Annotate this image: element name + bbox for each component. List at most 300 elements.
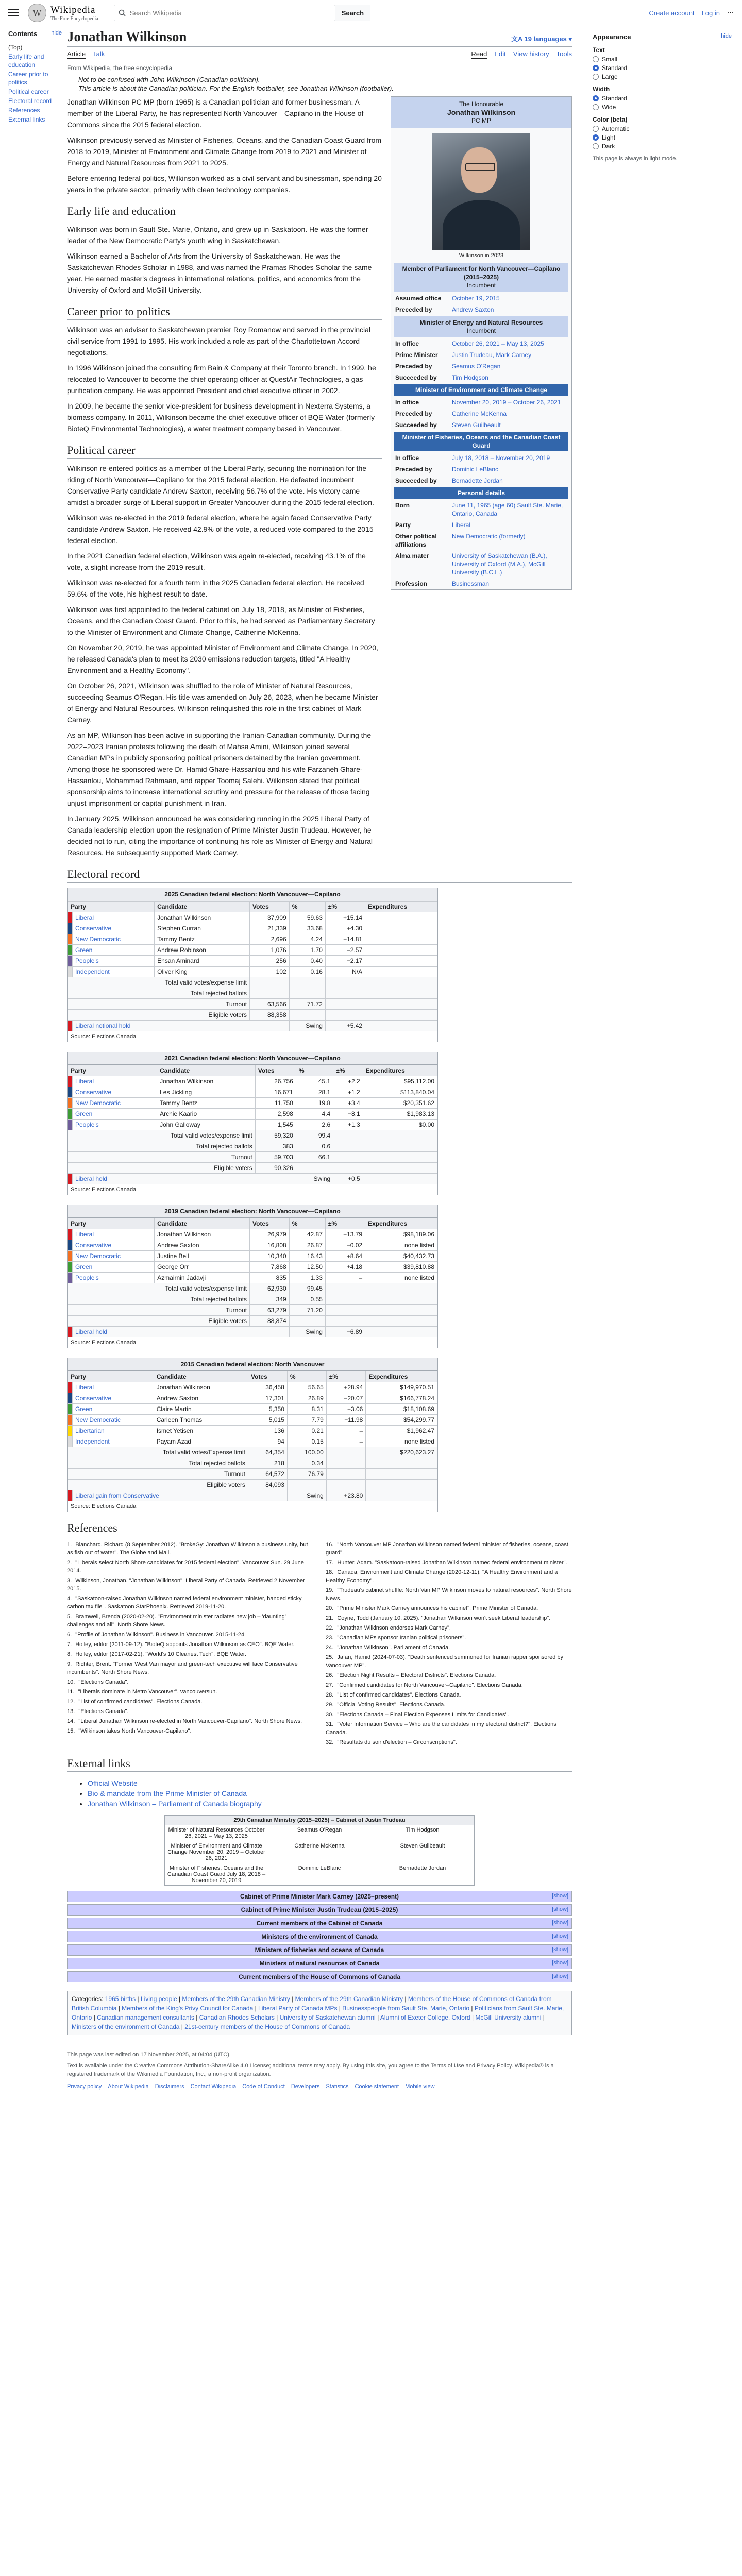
infobox: [391, 96, 572, 590]
vote-percent: 45.1: [296, 1076, 333, 1087]
reference-number: 18.: [326, 1569, 335, 1575]
cabinet-cell[interactable]: Tim Hodgson: [371, 1825, 474, 1841]
appearance-option[interactable]: [593, 143, 732, 150]
table-row: [68, 1262, 437, 1273]
party-color-swatch: [68, 1262, 73, 1273]
infobox-row-label: In office: [395, 454, 419, 462]
navbox: [67, 1891, 572, 1902]
infobox-row-value: Bernadette Jordan: [452, 477, 503, 484]
vote-percent: 19.8: [296, 1098, 333, 1109]
totals-blank: [325, 1010, 365, 1021]
category-link[interactable]: McGill University alumni: [475, 2014, 542, 2021]
candidate-name: Tammy Bentz: [157, 1098, 256, 1109]
infobox-row-value: Liberal: [452, 521, 471, 529]
tab-edit[interactable]: Edit: [494, 50, 506, 58]
infobox-row-value: New Democratic (formerly): [452, 533, 526, 540]
paragraph: On October 26, 2021, Wilkinson was shuffled to the role of Minister of Natural Resources, succeeding Seamus O'Regan. His title was amended on July 26, 2023, when he became Minister of Energy and Natural Resources. Wilkinson relinquished this role in the first cabinet of Mark Carney.: [67, 682, 378, 724]
party-name[interactable]: New Democratic: [73, 1415, 154, 1426]
reference-number: 4.: [67, 1596, 74, 1602]
totals-row: [68, 1480, 437, 1490]
wikipedia-wordmark[interactable]: [50, 5, 98, 22]
tab-talk[interactable]: Talk: [93, 50, 105, 58]
navbox-show-toggle[interactable]: [show]: [552, 1960, 568, 1966]
party-name[interactable]: Conservative: [73, 1087, 157, 1098]
external-link[interactable]: Jonathan Wilkinson – Parliament of Canada biography: [88, 1800, 262, 1808]
party-name[interactable]: Conservative: [73, 1393, 154, 1404]
totals-blank: [326, 1480, 366, 1490]
category-link[interactable]: Canadian Rhodes Scholars: [199, 2014, 275, 2021]
infobox-postnominals: PC MP: [471, 117, 491, 124]
navbox-header: [68, 1918, 571, 1928]
result-row: [68, 1174, 437, 1184]
reference-text: "Confirmed candidates for North Vancouver–Capilano". Elections Canada.: [337, 1682, 523, 1688]
totals-label: Turnout: [68, 1152, 256, 1163]
external-link[interactable]: Official Website: [88, 1779, 138, 1787]
reference-text: "List of confirmed candidates". Elections Canada.: [337, 1692, 461, 1698]
party-color-swatch: [68, 945, 73, 956]
reference-item: [67, 1540, 313, 1557]
toc-hide-button[interactable]: hide: [51, 30, 62, 36]
expenditure: $39,810.88: [365, 1262, 437, 1273]
toc-item[interactable]: Electoral record: [8, 97, 52, 105]
user-link-create-account[interactable]: Create account: [649, 9, 695, 17]
totals-expense: [365, 988, 437, 999]
toc-item[interactable]: (Top): [8, 44, 23, 51]
portrait-photo[interactable]: [432, 133, 530, 250]
navbox-title[interactable]: Cabinet of Prime Minister Mark Carney (2025–present): [240, 1893, 399, 1900]
navbox-title[interactable]: Cabinet of Prime Minister Justin Trudeau (2015–2025): [241, 1906, 398, 1913]
totals-blank: [333, 1163, 363, 1174]
cabinet-cell[interactable]: Dominic LeBlanc: [268, 1863, 371, 1885]
reference-text: "North Vancouver MP Jonathan Wilkinson named federal minister of fisheries, oceans, coast guard".: [326, 1541, 568, 1556]
totals-label: Eligible voters: [68, 1010, 250, 1021]
totals-expense: [363, 1152, 437, 1163]
search-icon: [119, 9, 126, 16]
appearance-option-label: Standard: [602, 95, 627, 102]
infobox-row-value: Andrew Saxton: [452, 306, 494, 313]
toc-item[interactable]: References: [8, 107, 40, 114]
totals-votes: 59,703: [255, 1152, 296, 1163]
party-color-swatch: [68, 1415, 73, 1426]
totals-expense: [365, 977, 437, 988]
party-name[interactable]: Liberal: [73, 1076, 157, 1087]
footer-link[interactable]: Privacy policy: [67, 2083, 102, 2090]
category-link[interactable]: Ministers of the environment of Canada: [72, 2023, 180, 2030]
election-caption[interactable]: 2015 Canadian federal election: North Vancouver: [68, 1358, 437, 1371]
candidate-name: Ismet Yetisen: [154, 1426, 248, 1436]
reference-text: "Liberal Jonathan Wilkinson re-elected in North Vancouver-Capilano". North Shore News.: [78, 1718, 302, 1724]
infobox-row: [391, 550, 571, 578]
office-title[interactable]: Member of Parliament for North Vancouver—Capilano (2015–2025): [402, 265, 561, 281]
vote-change: −2.57: [325, 945, 365, 956]
totals-label: Total rejected ballots: [68, 1141, 256, 1152]
election-caption[interactable]: 2021 Canadian federal election: North Vancouver—Capilano: [68, 1052, 437, 1065]
vote-change: −13.79: [325, 1229, 365, 1240]
swing-value: +5.42: [325, 1021, 365, 1031]
toc-item[interactable]: Political career: [8, 88, 49, 95]
totals-expense: [363, 1141, 437, 1152]
section-heading-political: Political career: [67, 444, 382, 459]
candidate-name: Jonathan Wilkinson: [155, 1229, 250, 1240]
vote-count: 16,671: [255, 1087, 296, 1098]
result-label[interactable]: Liberal hold: [73, 1327, 290, 1337]
user-links: [649, 9, 734, 17]
reference-number: 27.: [326, 1682, 335, 1688]
party-name[interactable]: Green: [73, 1404, 154, 1415]
reference-item: [326, 1634, 572, 1642]
vote-change: −8.1: [333, 1109, 363, 1120]
category-link[interactable]: Alumni of Exeter College, Oxford: [380, 2014, 470, 2021]
table-row: [68, 1109, 437, 1120]
totals-percent: 71.72: [289, 999, 325, 1010]
vote-change: N/A: [325, 967, 365, 977]
tab-view-history[interactable]: View history: [513, 50, 549, 58]
candidate-name: Payam Azad: [154, 1436, 248, 1447]
appearance-group: [593, 46, 732, 80]
reference-item: [67, 1717, 313, 1725]
infobox-row: [391, 452, 571, 464]
vote-percent: 16.43: [289, 1251, 325, 1262]
category-link[interactable]: Members of the 29th Canadian Ministry: [182, 1995, 290, 2003]
infobox-row-value: Justin Trudeau, Mark Carney: [452, 351, 532, 359]
table-row: [68, 945, 437, 956]
radio-button[interactable]: [593, 74, 599, 80]
paragraph: Wilkinson re-entered politics as a member of the Liberal Party, securing the nomination for the riding of North Vancouver—Capilano for the 2015 federal election. He defeated incumbent Conservative Party candidate Andrew Saxton, receiving 56.7% of the vote. His victory came amidst a broader surge of Liberal support in Greater Vancouver during the 2015 federal election.: [67, 464, 374, 506]
reference-number: 28.: [326, 1692, 335, 1698]
footer-link[interactable]: Contact Wikipedia: [190, 2083, 237, 2090]
swing-label[interactable]: Swing: [289, 1327, 325, 1337]
reference-item: [67, 1631, 313, 1639]
totals-label: Total valid votes/expense limit: [68, 1283, 250, 1294]
reference-text: Coyne, Todd (January 10, 2025). "Jonathan Wilkinson won't seek Liberal leadership".: [337, 1615, 551, 1621]
reference-text: "Trudeau's cabinet shuffle: North Van MP Wilkinson moves to natural resources". North Shore News.: [326, 1587, 572, 1602]
category-link[interactable]: Liberal Party of Canada MPs: [258, 2005, 338, 2012]
wikipedia-globe-logo[interactable]: W: [28, 4, 46, 22]
vote-count: 37,909: [250, 912, 290, 923]
totals-blank: [325, 1283, 365, 1294]
party-color-swatch: [68, 1251, 73, 1262]
party-name[interactable]: Independent: [73, 967, 155, 977]
hatnote: Not to be confused with John Wilkinson (Canadian politician).: [78, 76, 260, 83]
footer-link[interactable]: About Wikipedia: [108, 2083, 149, 2090]
radio-button[interactable]: [593, 104, 599, 110]
totals-expense: [366, 1458, 437, 1469]
vote-count: 256: [250, 956, 290, 967]
tab-tools[interactable]: Tools: [556, 50, 572, 58]
more-options-icon[interactable]: ⋯: [727, 9, 734, 16]
table-header: Party: [68, 902, 155, 912]
tab-read[interactable]: Read: [471, 50, 487, 58]
table-header: ±%: [326, 1371, 366, 1382]
totals-expense: [363, 1163, 437, 1174]
swing-value: −6.89: [325, 1327, 365, 1337]
totals-blank: [326, 1447, 366, 1458]
reference-number: 12.: [67, 1699, 77, 1705]
infobox-row-label: Preceded by: [395, 466, 432, 473]
cabinet-cell[interactable]: Catherine McKenna: [268, 1841, 371, 1863]
paragraph: In the 2021 Canadian federal election, Wilkinson was again re-elected, receiving 43.1% of the vote, a slight increase from the 2019 result.: [67, 552, 366, 571]
expenditure: $95,112.00: [363, 1076, 437, 1087]
totals-row: [68, 999, 437, 1010]
navbox-show-toggle[interactable]: [show]: [552, 1946, 568, 1953]
appearance-option[interactable]: [593, 134, 732, 141]
election-results-table: [67, 1205, 438, 1348]
totals-votes: 88,874: [250, 1316, 290, 1327]
swing-label[interactable]: Swing: [289, 1021, 325, 1031]
result-label[interactable]: Liberal notional hold: [73, 1021, 290, 1031]
appearance-option-label: Dark: [602, 143, 615, 150]
reference-item: [67, 1660, 313, 1676]
appearance-panel: [582, 26, 732, 2091]
infobox-row-value: October 26, 2021 – May 13, 2025: [452, 340, 544, 347]
table-source: Source: Elections Canada: [71, 1503, 137, 1510]
radio-button[interactable]: [593, 134, 599, 141]
vote-change: +15.14: [325, 912, 365, 923]
reference-item: [67, 1678, 313, 1686]
toc-item[interactable]: Early life and education: [8, 53, 44, 69]
navbox-title[interactable]: Ministers of natural resources of Canada: [259, 1960, 380, 1967]
external-link-item: [88, 1789, 572, 1798]
infobox-row: [391, 293, 571, 304]
party-name[interactable]: New Democratic: [73, 934, 155, 945]
footer-link[interactable]: Code of Conduct: [242, 2083, 285, 2090]
cabinet-cell: Minister of Natural Resources October 26, 2021 – May 13, 2025: [165, 1825, 268, 1841]
election-caption[interactable]: 2019 Canadian federal election: North Vancouver—Capilano: [68, 1205, 437, 1218]
result-blank: [365, 1021, 437, 1031]
tab-article[interactable]: Article: [67, 50, 86, 58]
footer-link[interactable]: Developers: [291, 2083, 320, 2090]
category-link[interactable]: Members of the King's Privy Council for Canada: [122, 2005, 254, 2012]
party-name[interactable]: Green: [73, 945, 155, 956]
vote-percent: 0.15: [287, 1436, 326, 1447]
vote-percent: 26.87: [289, 1240, 325, 1251]
reference-number: 15.: [67, 1728, 77, 1734]
party-name[interactable]: Liberal: [73, 1382, 154, 1393]
swing-label[interactable]: Swing: [287, 1490, 326, 1501]
vote-count: 1,545: [255, 1120, 296, 1130]
totals-percent: [289, 977, 325, 988]
footer-link[interactable]: Mobile view: [405, 2083, 435, 2090]
infobox-row-value: Tim Hodgson: [452, 374, 488, 381]
party-name[interactable]: People's: [73, 956, 155, 967]
appearance-group-heading: Width: [593, 86, 610, 93]
office-status: Incumbent: [466, 282, 496, 289]
party-name[interactable]: People's: [73, 1120, 157, 1130]
totals-percent: 66.1: [296, 1152, 333, 1163]
page-footer: [67, 2050, 572, 2091]
category-link[interactable]: 21st-century members of the House of Commons of Canada: [184, 2023, 350, 2030]
expenditure: $54,299.77: [366, 1415, 437, 1426]
party-name[interactable]: Independent: [73, 1436, 154, 1447]
reference-item: [326, 1720, 572, 1737]
cabinet-cell[interactable]: Steven Guilbeault: [371, 1841, 474, 1863]
paragraph: As an MP, Wilkinson has been active in supporting the Iranian-Canadian community. During the 2022–2023 Iranian protests following the death of Mahsa Amini, Wilkinson joined several Canadian MPs in publicly sponsoring political prisoners detained by the Iranian government. Among those he sponsored were Dr. Hamid Ghare-Hassanlou and his wife Farzaneh Ghare-Hassanlou, Mohammad Rahmaan, and rapper Toomaj Salehi. Wilkinson stated that political sponsorship aims to increase international scrutiny and pressure for the release of those facing unjust imprisonment or capital punishment in Iran.: [67, 731, 372, 807]
section-heading-external: External links: [67, 1757, 572, 1772]
user-link-log-in[interactable]: Log in: [701, 9, 720, 17]
totals-expense: [365, 999, 437, 1010]
cabinet-cell[interactable]: Bernadette Jordan: [371, 1863, 474, 1885]
party-name[interactable]: New Democratic: [73, 1251, 155, 1262]
footer-link[interactable]: Disclaimers: [155, 2083, 184, 2090]
category-link[interactable]: Politicians from Sault Ste. Marie, Ontario: [72, 2005, 564, 2021]
reference-text: "Saskatoon-raised Jonathan Wilkinson named federal environment minister, handed sticky carbon tax file". Saskatoon StarPhoenix. Retrieved 2019-11-20.: [67, 1596, 302, 1610]
navbox-show-toggle[interactable]: [show]: [552, 1933, 568, 1939]
navbox-show-toggle[interactable]: [show]: [552, 1973, 568, 1979]
reference-number: 2.: [67, 1560, 74, 1566]
reference-item: [326, 1701, 572, 1709]
party-name[interactable]: Conservative: [73, 923, 155, 934]
expenditure: $1,983.13: [363, 1109, 437, 1120]
radio-button[interactable]: [593, 56, 599, 62]
reference-text: Richter, Brent. "Former West Van mayor and green-tech executive will face Conservative incumbents". North Shore News.: [67, 1661, 298, 1675]
expenditure: $98,189.06: [365, 1229, 437, 1240]
infobox-section-ribbon: Minister of Environment and Climate Change: [394, 384, 568, 396]
paragraph: On November 20, 2019, he was appointed Minister of Environment and Climate Change. In 2020, he released Canada's plan to meet its 2030 emissions reduction targets, titled "A Healthy Environment and a Healthy Economy".: [67, 643, 378, 674]
reference-text: "Jonathan Wilkinson". Parliament of Canada.: [337, 1645, 450, 1651]
navbox-show-toggle[interactable]: [show]: [552, 1920, 568, 1926]
table-row: [68, 1087, 437, 1098]
infobox-row: [391, 464, 571, 475]
radio-button[interactable]: [593, 95, 599, 101]
reference-number: 14.: [67, 1718, 77, 1724]
party-name[interactable]: Liberal: [73, 1229, 155, 1240]
totals-row: [68, 1294, 437, 1305]
search-input[interactable]: [129, 9, 331, 18]
vote-percent: 42.87: [289, 1229, 325, 1240]
paragraph: Before entering federal politics, Wilkinson worked as a civil servant and businessman, spending 20 years in the private sector, primarily with clean technology companies.: [67, 174, 382, 194]
party-name[interactable]: Green: [73, 1109, 157, 1120]
reference-number: 24.: [326, 1645, 335, 1651]
office-title[interactable]: Minister of Energy and Natural Resources: [419, 319, 543, 326]
search-box[interactable]: [114, 5, 335, 21]
vote-count: 2,696: [250, 934, 290, 945]
reference-number: 23.: [326, 1635, 335, 1641]
party-name[interactable]: People's: [73, 1273, 155, 1283]
infobox-row-label: Preceded by: [395, 410, 432, 417]
reference-item: [326, 1671, 572, 1680]
appearance-header: [593, 33, 732, 43]
language-selector[interactable]: [511, 33, 572, 43]
external-link-item: [88, 1779, 572, 1787]
toc-item[interactable]: External links: [8, 116, 45, 123]
table-row: [68, 1404, 437, 1415]
cabinet-cell[interactable]: Seamus O'Regan: [268, 1825, 371, 1841]
swing-label[interactable]: Swing: [296, 1174, 333, 1184]
party-name[interactable]: Conservative: [73, 1240, 155, 1251]
expenditure: [365, 945, 437, 956]
party-color-swatch: [68, 1490, 73, 1501]
radio-button[interactable]: [593, 65, 599, 71]
party-name[interactable]: Green: [73, 1262, 155, 1273]
appearance-option[interactable]: [593, 73, 732, 80]
table-header: ±%: [325, 902, 365, 912]
table-source: Source: Elections Canada: [71, 1187, 137, 1193]
infobox-row-label: Preceded by: [395, 306, 432, 313]
navbox-title[interactable]: Current members of the House of Commons of Canada: [238, 1973, 401, 1980]
reference-item: [326, 1681, 572, 1689]
appearance-option[interactable]: [593, 56, 732, 63]
navbox-title[interactable]: Ministers of the environment of Canada: [261, 1933, 378, 1940]
reference-number: 6.: [67, 1632, 74, 1638]
category-link[interactable]: University of Saskatchewan alumni: [279, 2014, 376, 2021]
reference-number: 21.: [326, 1615, 335, 1621]
vote-count: 1,076: [250, 945, 290, 956]
table-row: [68, 1393, 437, 1404]
categories-label[interactable]: Categories:: [72, 1995, 104, 2003]
totals-votes: 349: [250, 1294, 290, 1305]
category-link[interactable]: Canadian management consultants: [97, 2014, 194, 2021]
appearance-option[interactable]: [593, 64, 732, 72]
radio-button[interactable]: [593, 143, 599, 149]
reference-item: [67, 1698, 313, 1706]
navbox-title[interactable]: Current members of the Cabinet of Canada: [256, 1920, 383, 1927]
infobox-row: [391, 531, 571, 550]
appearance-option[interactable]: [593, 125, 732, 132]
table-header: Party: [68, 1371, 154, 1382]
radio-button[interactable]: [593, 126, 599, 132]
table-header: Votes: [255, 1065, 296, 1076]
result-label[interactable]: Liberal gain from Conservative: [73, 1490, 288, 1501]
party-name[interactable]: Liberal: [73, 912, 155, 923]
appearance-option[interactable]: [593, 95, 732, 102]
appearance-group: [593, 86, 732, 111]
candidate-name: Justine Bell: [155, 1251, 250, 1262]
footer-link[interactable]: Cookie statement: [355, 2083, 399, 2090]
party-name[interactable]: Libertarian: [73, 1426, 154, 1436]
election-caption[interactable]: 2025 Canadian federal election: North Vancouver—Capilano: [68, 888, 437, 901]
reference-text: "Voter Information Service – Who are the candidates in my electoral district?". Elections Canada.: [326, 1721, 556, 1736]
appearance-option[interactable]: [593, 104, 732, 111]
main-menu-icon[interactable]: [8, 9, 19, 16]
navbox-title[interactable]: Ministers of fisheries and oceans of Canada: [255, 1946, 384, 1954]
reference-text: Wilkinson, Jonathan. "Jonathan Wilkinson". Liberal Party of Canada. Retrieved 2 November 2015.: [67, 1578, 305, 1592]
navbox: [67, 1958, 572, 1969]
navbox-header: [68, 1931, 571, 1942]
navbox-header: [68, 1958, 571, 1969]
navbox-show-toggle[interactable]: [show]: [552, 1906, 568, 1912]
search-button[interactable]: Search: [335, 5, 370, 21]
footer-link[interactable]: Statistics: [326, 2083, 349, 2090]
external-link[interactable]: Bio & mandate from the Prime Minister of Canada: [88, 1789, 247, 1798]
party-name[interactable]: New Democratic: [73, 1098, 157, 1109]
result-row: [68, 1021, 437, 1031]
infobox-row-label: Assumed office: [395, 295, 442, 302]
navbox-show-toggle[interactable]: [show]: [552, 1893, 568, 1899]
reference-text: "Elections Canada".: [78, 1708, 129, 1715]
result-label[interactable]: Liberal hold: [73, 1174, 296, 1184]
toc-title: Contents: [8, 30, 38, 38]
appearance-hide-button[interactable]: hide: [721, 33, 732, 39]
reference-text: Canada, Environment and Climate Change (2020-12-11). "A Healthy Environment and a Healthy Economy".: [326, 1569, 558, 1584]
reference-number: 19.: [326, 1587, 335, 1594]
external-links-list: [67, 1779, 572, 1808]
category-link[interactable]: Businesspeople from Sault Ste. Marie, Ontario: [342, 2005, 470, 2012]
navbox: [67, 1918, 572, 1929]
vote-change: −11.98: [326, 1415, 366, 1426]
election-results-table: [67, 1358, 438, 1512]
category-link[interactable]: Members of the 29th Canadian Ministry: [295, 1995, 403, 2003]
vote-count: 7,868: [250, 1262, 290, 1273]
totals-row: [68, 1141, 437, 1152]
toc-item[interactable]: Career prior to politics: [8, 71, 48, 86]
translate-icon: 文A: [511, 35, 525, 43]
category-link[interactable]: 1965 births: [105, 1995, 136, 2003]
category-link[interactable]: Members of the House of Commons of Canada from British Columbia: [72, 1995, 552, 2012]
category-link[interactable]: Living people: [140, 1995, 177, 2003]
totals-row: [68, 1305, 437, 1316]
reference-text: "Profile of Jonathan Wilkinson". Business in Vancouver. 2015-11-24.: [75, 1632, 246, 1638]
reference-item: [326, 1643, 572, 1652]
